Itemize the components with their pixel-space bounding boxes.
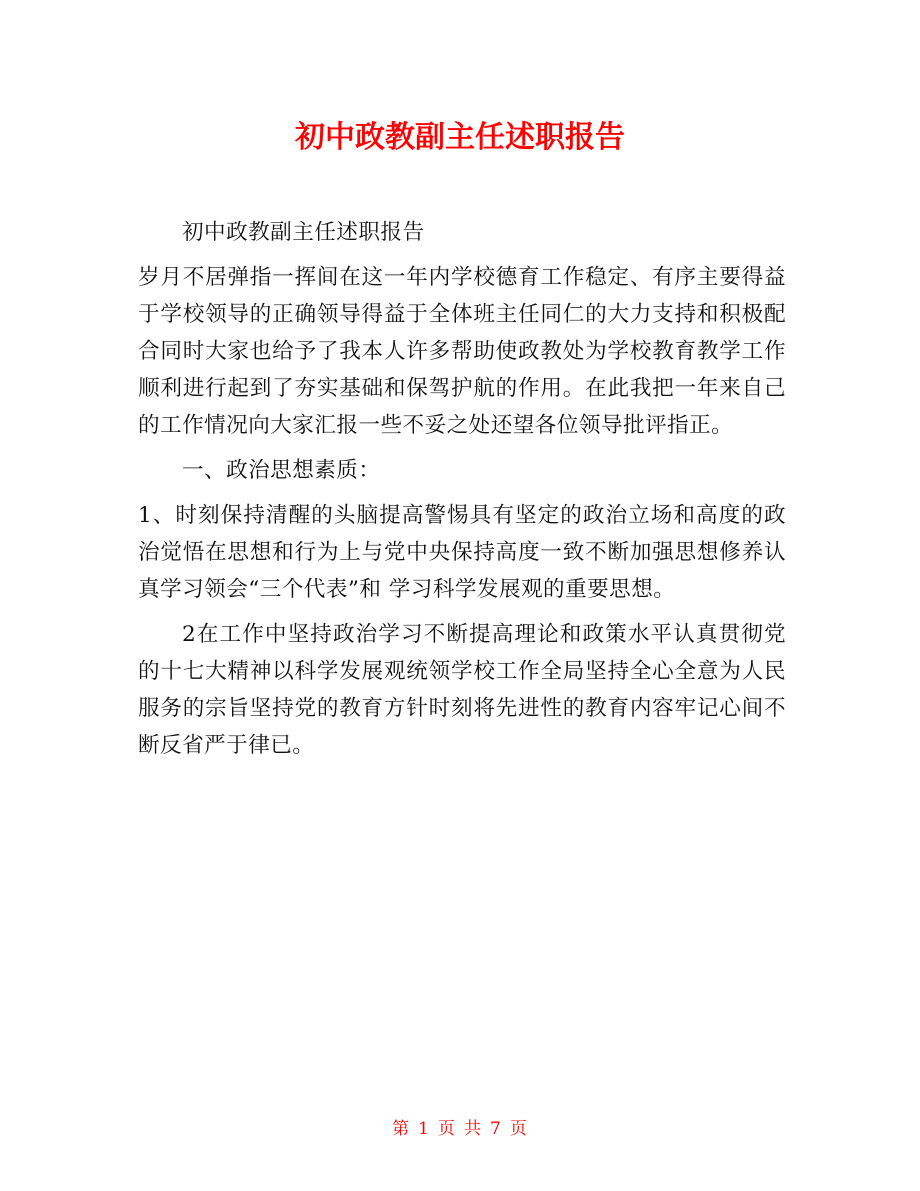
footer-current-page: 1 (418, 1119, 430, 1139)
document-body (138, 214, 786, 772)
page-number-footer (0, 1114, 920, 1139)
document-title: 初中政教副主任述职报告 (295, 120, 625, 155)
point-2-paragraph: 2在工作中坚持政治学习不断提高理论和政策水平认真贯彻党的十七大精神以科学发展观统领学校工作全局坚持全心全意为人民服务的宗旨坚持党的教育方针时刻将先进性的教育内容牢记心间不断反省严于律已。 (138, 622, 786, 758)
footer-prefix: 第 (392, 1119, 411, 1139)
point-1-paragraph: 1、时刻保持清醒的头脑提高警惕具有坚定的政治立场和高度的政治觉悟在思想和行为上与党中央保持高度一致不断加强思想修养认真学习领会“三个代表”和 学习科学发展观的重要思想。 (138, 503, 786, 602)
footer-total-pages: 7 (490, 1119, 502, 1139)
footer-page-word: 页 (438, 1119, 456, 1139)
footer-total-prefix: 共 (464, 1119, 482, 1139)
footer-suffix: 页 (509, 1119, 528, 1139)
intro-paragraph: 岁月不居弹指一挥间在这一年内学校德育工作稳定、有序主要得益于学校领导的正确领导得益于全体班主任同仁的大力支持和积极配合同时大家也给予了我本人许多帮助使政教处为学校教育教学工作顺利进行起到了夯实基础和保驾护航的作用。在此我把一年来自己的工作情况向大家汇报一些不妥之处还望各位领导批评指正。 (138, 265, 786, 438)
subtitle-paragraph: 初中政教副主任述职报告 (182, 220, 425, 245)
section-heading: 一、政治思想素质： (182, 458, 381, 483)
